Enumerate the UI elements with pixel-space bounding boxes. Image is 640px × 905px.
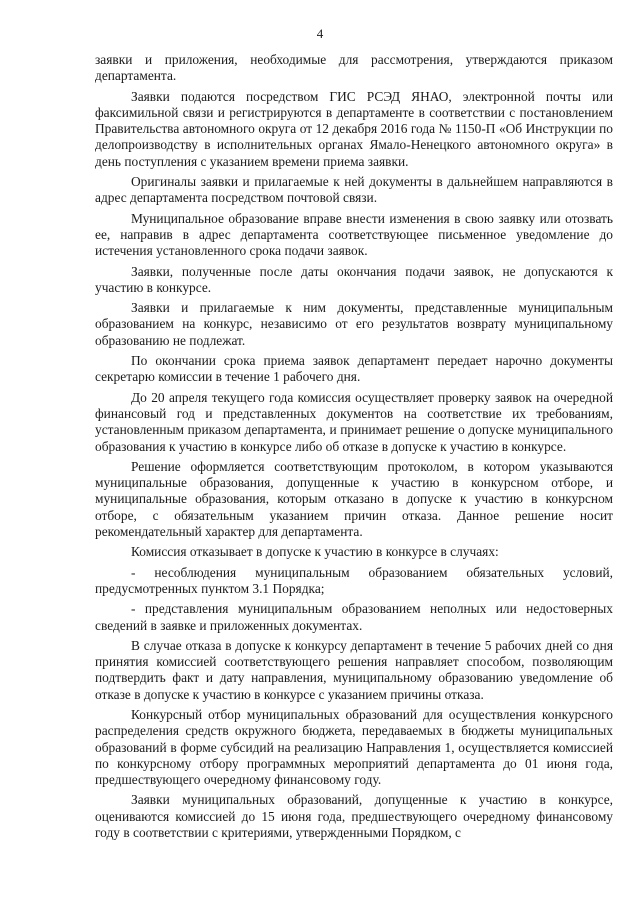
paragraph-transfer-to-secretary: По окончании срока приема заявок департамент передает нарочно документы секретарю комиссии в течение 1 рабочего дня.	[95, 353, 613, 385]
page-number: 4	[316, 26, 324, 41]
paragraph-submission-channels: Заявки подаются посредством ГИС РСЭД ЯНАО, электронной почты или факсимильной связи и регистрируются в департаменте в соответствии с постановлением Правительства автономного округа от 12 декабря 2016 года № 1150-П «Об Инструкции по делопроизводству в исполнительных органах Ямало-Ненецкого автономного округа» в день поступления с указанием времени приема заявки.	[95, 88, 613, 169]
paragraph-late-applications: Заявки, полученные после даты окончания подачи заявок, не допускаются к участию в конкурсе.	[95, 263, 613, 295]
paragraph-commission-check: До 20 апреля текущего года комиссия осуществляет проверку заявок на очередной финансовый год и представленных документов на соответствие их требованиям, установленным приказом департамента, и принимает решение о допуске муниципального образования к участию в конкурсе либо об отказе в допуске к участию в конкурсе.	[95, 389, 613, 454]
paragraph-competitive-selection: Конкурсный отбор муниципальных образований для осуществления конкурсного распределения средств окружного бюджета, передаваемых в бюджеты муниципальных образований в форме субсидий на реализацию Направления 1, осуществляется комиссией по конкурсному отбору программных мероприятий департамента до 01 июня года, предшествующего очередному финансовому году.	[95, 706, 613, 788]
paragraph-changes-withdrawal: Муниципальное образование вправе внести изменения в свою заявку или отозвать ее, направив в адрес департамента соответствующее письменное уведомление до истечения установленного срока подачи заявок.	[95, 210, 613, 259]
list-item-noncompliance: - несоблюдения муниципальным образованием обязательных условий, предусмотренных пунктом 3.1 Порядка;	[95, 564, 613, 596]
paragraph-refusal-notification: В случае отказа в допуске к конкурсу департамент в течение 5 рабочих дней со дня принятия комиссией соответствующего решения направляет способом, позволяющим подтвердить факт и дату направления, муниципальному образованию уведомление об отказе в допуске к участию в конкурсе с указанием причины отказа.	[95, 637, 613, 702]
document-body	[95, 52, 613, 845]
paragraph-refusal-cases: Комиссия отказывает в допуске к участию в конкурсе в случаях:	[131, 544, 499, 560]
list-item-incomplete-info: - представления муниципальным образованием неполных или недостоверных сведений в заявке и приложенных документах.	[95, 601, 613, 633]
paragraph-evaluation: Заявки муниципальных образований, допущенные к участию в конкурсе, оцениваются комиссией до 15 июня года, предшествующего очередному финансовому году в соответствии с критериями, утвержденными Порядком, с	[95, 792, 613, 841]
paragraph-continuation: заявки и приложения, необходимые для рассмотрения, утверждаются приказом департамента.	[95, 52, 613, 84]
paragraph-no-return: Заявки и прилагаемые к ним документы, представленные муниципальным образованием на конкурс, независимо от его результатов возврату муниципальному образованию не подлежат.	[95, 300, 613, 348]
paragraph-originals: Оригиналы заявки и прилагаемые к ней документы в дальнейшем направляются в адрес департамента посредством почтовой связи.	[95, 174, 613, 206]
paragraph-decision-protocol: Решение оформляется соответствующим протоколом, в котором указываются муниципальные образования, допущенные к участию в конкурсном отборе, и муниципальные образования, которым отказано в допуске к участию в конкурсном отборе, с обязательным указанием причин отказа. Данное решение носит рекомендательный характер для департамента.	[95, 458, 613, 540]
